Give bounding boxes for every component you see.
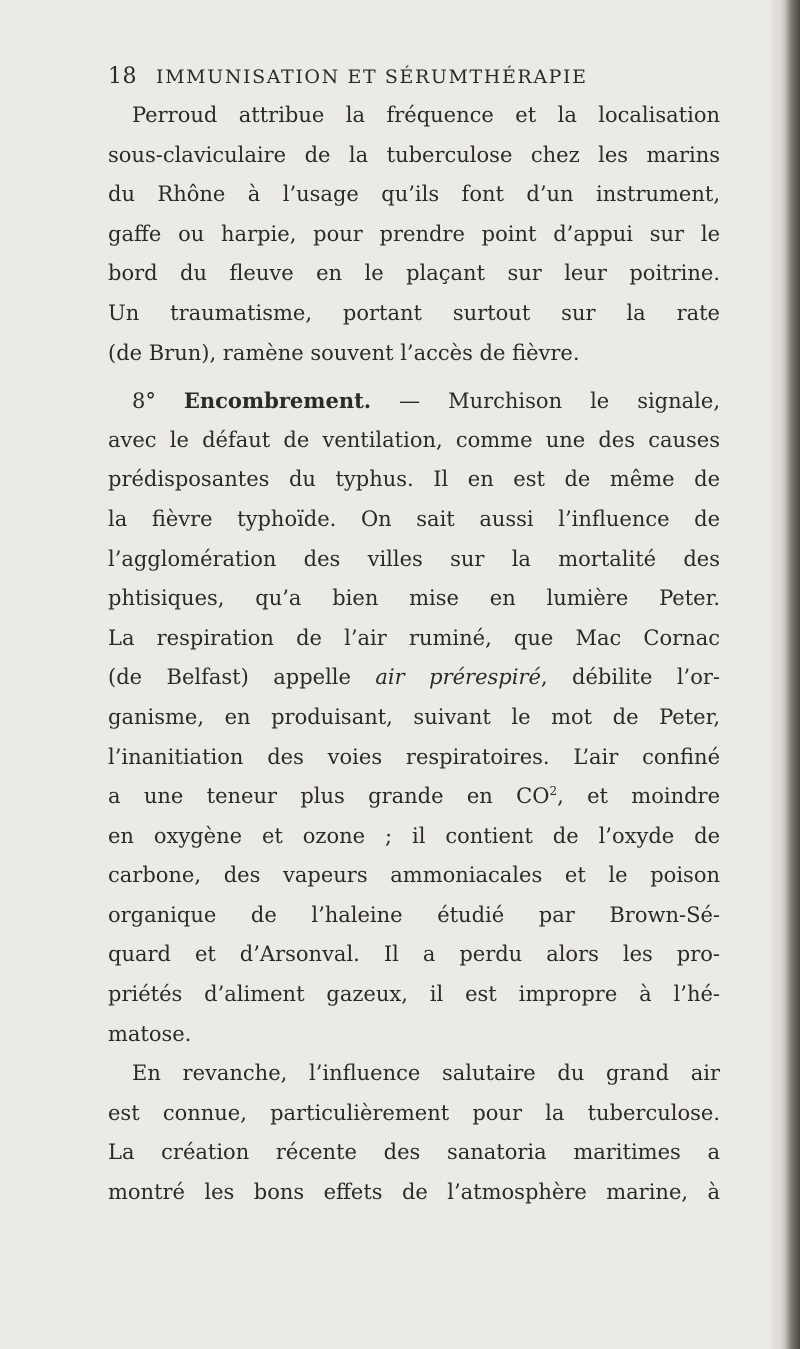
page-edge (778, 0, 800, 1349)
text-line: la fièvre typhoïde. On sait aussi l’influence de (108, 506, 720, 531)
paragraph-1 (108, 96, 720, 373)
section-number: 8° (132, 389, 156, 414)
text-fragment: , et moindre (557, 784, 720, 809)
text-line: En revanche, l’influence salutaire du grand air (132, 1061, 720, 1086)
text-line: avec le défaut de ventilation, comme une des causes (108, 427, 720, 452)
section-title: Encombrement. (183, 388, 372, 414)
text-line: sous-claviculaire de la tuberculose chez les marins (108, 142, 720, 167)
text-fragment: , débilite l’or- (540, 665, 721, 690)
text-line: matose. (108, 1021, 192, 1046)
text-line-with-formula (108, 777, 720, 817)
text-line: en oxygène et ozone ; il contient de l’oxyde de (108, 823, 720, 848)
text-line: est connue, particulièrement pour la tuberculose. (108, 1100, 720, 1125)
superscript: 2 (549, 784, 558, 799)
text-line: Perroud attribue la fréquence et la localisation (132, 103, 720, 127)
text-line: (de Brun), ramène souvent l’accès de fièvre. (108, 340, 580, 365)
text-line: du Rhône à l’usage qu’ils font d’un instrument, (108, 182, 720, 207)
running-head: IMMUNISATION ET SÉRUMTHÉRAPIE (156, 66, 588, 88)
text-line: bord du fleuve en le plaçant sur leur poitrine. (108, 261, 720, 286)
text-fragment: a une teneur plus grande en CO (108, 784, 550, 809)
paragraph-3 (108, 1054, 720, 1212)
section-heading-line (108, 381, 720, 421)
paragraph-gap (108, 373, 720, 381)
page-header (108, 64, 718, 100)
section-line-text: — Murchison le signale, (399, 389, 720, 414)
body-text (108, 96, 720, 1213)
text-line: Un traumatisme, portant surtout sur la rate (108, 300, 720, 325)
text-line: montré les bons effets de l’atmosphère marine, à (108, 1180, 720, 1205)
section-8 (108, 381, 720, 1054)
text-line: ganisme, en produisant, suivant le mot de Peter, (108, 704, 720, 729)
text-line: gaffe ou harpie, pour prendre point d’appui sur le (108, 221, 720, 246)
text-line: La respiration de l’air ruminé, que Mac Cornac (108, 625, 720, 650)
text-line: l’inanitiation des voies respiratoires. L’air confiné (108, 744, 720, 769)
italic-term: air prérespiré (375, 665, 541, 690)
text-line: l’agglomération des villes sur la mortalité des (108, 546, 720, 571)
page-gutter-shadow (768, 0, 778, 1349)
text-line: prédisposantes du typhus. Il en est de même de (108, 467, 720, 492)
page-number: 18 (108, 64, 137, 89)
text-line-with-italic (108, 658, 720, 698)
text-line: quard et d’Arsonval. Il a perdu alors les pro- (108, 942, 720, 967)
text-line: carbone, des vapeurs ammoniacales et le poison (108, 863, 720, 888)
text-line: phtisiques, qu’a bien mise en lumière Peter. (108, 586, 720, 611)
text-line: La création récente des sanatoria maritimes a (108, 1140, 720, 1165)
text-fragment: (de Belfast) appelle (108, 665, 376, 690)
text-line: priétés d’aliment gazeux, il est impropre à l’hé- (108, 982, 720, 1007)
text-line: organique de l’haleine étudié par Brown-Sé- (108, 902, 720, 927)
